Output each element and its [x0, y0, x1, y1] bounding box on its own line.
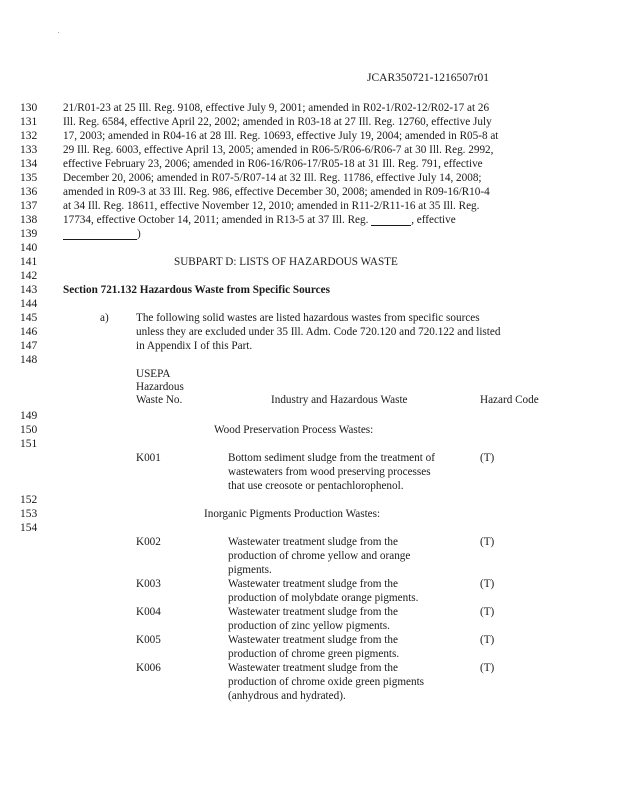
- line-number: 142: [20, 270, 38, 282]
- table-header-col2: Industry and Hazardous Waste: [271, 394, 408, 406]
- line-number: 139: [20, 228, 38, 240]
- table-header-col1: Waste No.: [136, 394, 183, 406]
- line-number: 138: [20, 214, 38, 226]
- line-number: 145: [20, 312, 38, 324]
- waste-desc-line: Wastewater treatment sludge from the: [228, 606, 398, 618]
- line-number: 151: [20, 438, 38, 450]
- subpart-title: SUBPART D: LISTS OF HAZARDOUS WASTE: [174, 256, 398, 268]
- history-line-text: 17734, effective October 14, 2011; amended in R13-5 at 37 Ill. Reg.: [63, 214, 372, 226]
- line-number: 140: [20, 242, 38, 254]
- line-number: 148: [20, 354, 38, 366]
- hazard-code: (T): [480, 662, 495, 674]
- line-number: 150: [20, 424, 38, 436]
- line-number: 154: [20, 522, 38, 534]
- waste-code: K004: [136, 606, 161, 618]
- effective-date-blank: [63, 239, 137, 240]
- waste-desc-line: production of molybdate orange pigments.: [228, 592, 419, 604]
- para-a-line: in Appendix I of this Part.: [136, 340, 253, 352]
- group-title: Wood Preservation Process Wastes:: [214, 424, 374, 436]
- waste-desc-line: Wastewater treatment sludge from the: [228, 634, 398, 646]
- waste-desc-line: that use creosote or pentachlorophenol.: [228, 480, 404, 492]
- line-number: 134: [20, 158, 38, 170]
- waste-desc-line: production of zinc yellow pigments.: [228, 620, 390, 632]
- line-number: 143: [20, 284, 38, 296]
- line-number: 132: [20, 130, 38, 142]
- waste-code: K005: [136, 634, 161, 646]
- history-line: 17, 2003; amended in R04-16 at 28 Ill. Reg. 10693, effective July 19, 2004; amended in R05-8 at: [63, 130, 499, 142]
- waste-desc-line: pigments.: [228, 564, 272, 576]
- table-header-col3: Hazard Code: [480, 394, 539, 406]
- waste-code: K001: [136, 452, 161, 464]
- para-a-line: The following solid wastes are listed hazardous wastes from specific sources: [136, 312, 480, 324]
- line-number: 149: [20, 410, 38, 422]
- line-number: 146: [20, 326, 38, 338]
- history-line: December 20, 2006; amended in R07-5/R07-14 at 32 Ill. Reg. 11786, effective July 14, 2008;: [63, 172, 482, 184]
- waste-desc-line: wastewaters from wood preserving processes: [228, 466, 431, 478]
- line-number: 131: [20, 116, 38, 128]
- waste-desc-line: Wastewater treatment sludge from the: [228, 578, 398, 590]
- history-line: effective February 23, 2006; amended in R06-16/R06-17/R05-18 at 31 Ill. Reg. 791, effective: [63, 158, 483, 170]
- waste-desc-line: (anhydrous and hydrated).: [228, 690, 346, 702]
- hazard-code: (T): [480, 578, 495, 590]
- history-line: Ill. Reg. 6584, effective April 22, 2002; amended in R03-18 at 27 Ill. Reg. 12760, effective July: [63, 116, 492, 128]
- line-number: 141: [20, 256, 38, 268]
- effective-date-line: [63, 228, 141, 240]
- waste-desc-line: Bottom sediment sludge from the treatment of: [228, 452, 435, 464]
- waste-desc-line: Wastewater treatment sludge from the: [228, 662, 398, 674]
- line-number: 136: [20, 186, 38, 198]
- waste-desc-line: production of chrome green pigments.: [228, 648, 400, 660]
- hazard-code: (T): [480, 536, 495, 548]
- section-heading: Section 721.132 Hazardous Waste from Specific Sources: [63, 284, 330, 296]
- line-number: 152: [20, 494, 38, 506]
- line-number: 130: [20, 102, 38, 114]
- hazard-code: (T): [480, 634, 495, 646]
- history-line-last: [63, 214, 456, 226]
- register-page-blank: [371, 225, 411, 226]
- para-a-label: a): [100, 312, 109, 324]
- history-tail: , effective: [411, 214, 456, 226]
- waste-desc-line: Wastewater treatment sludge from the: [228, 536, 398, 548]
- document-id: JCAR350721-1216507r01: [367, 72, 490, 84]
- waste-code: K003: [136, 578, 161, 590]
- line-number: 135: [20, 172, 38, 184]
- history-line: 29 Ill. Reg. 6003, effective April 13, 2005; amended in R06-5/R06-6/R06-7 at 30 Ill. Reg. 2992,: [63, 144, 494, 156]
- hazard-code: (T): [480, 452, 495, 464]
- group-title: Inorganic Pigments Production Wastes:: [204, 508, 381, 520]
- waste-code: K002: [136, 536, 161, 548]
- waste-desc-line: production of chrome yellow and orange: [228, 550, 411, 562]
- table-header-col1: Hazardous: [136, 381, 184, 393]
- history-end-period: ): [137, 228, 141, 240]
- line-number: 133: [20, 144, 38, 156]
- history-line: at 34 Ill. Reg. 18611, effective November 12, 2010; amended in R11-2/R11-16 at 35 Ill. Reg.: [63, 200, 480, 212]
- waste-code: K006: [136, 662, 161, 674]
- hazard-code: (T): [480, 606, 495, 618]
- history-line: amended in R09-3 at 33 Ill. Reg. 986, effective December 30, 2008; amended in R09-16/R10-4: [63, 186, 490, 198]
- waste-desc-line: production of chrome oxide green pigments: [228, 676, 425, 688]
- table-header-col1: USEPA: [136, 368, 171, 380]
- history-line: 21/R01-23 at 25 Ill. Reg. 9108, effective July 9, 2001; amended in R02-1/R02-12/R02-17 at 26: [63, 102, 490, 114]
- line-number: 153: [20, 508, 38, 520]
- line-number: 137: [20, 200, 38, 212]
- line-number: 144: [20, 298, 38, 310]
- line-number: 147: [20, 340, 38, 352]
- scan-mark: .: [58, 29, 60, 35]
- para-a-line: unless they are excluded under 35 Ill. Adm. Code 720.120 and 720.122 and listed: [136, 326, 501, 338]
